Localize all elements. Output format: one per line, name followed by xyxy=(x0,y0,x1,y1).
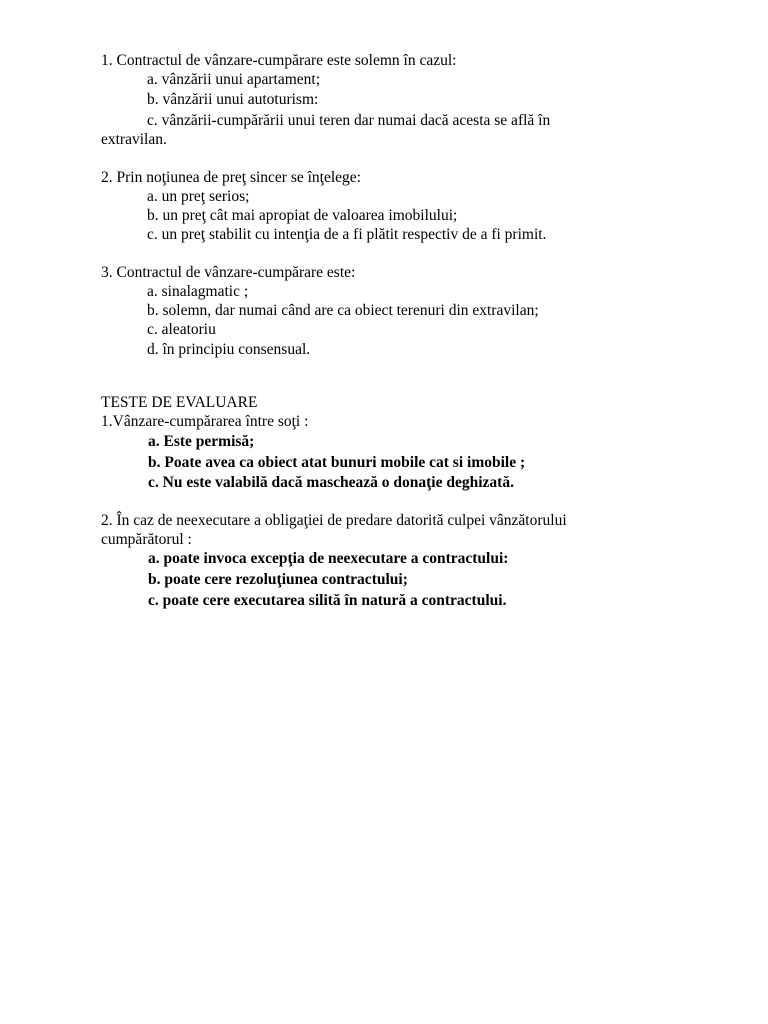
question-1-option-c: c. vânzării-cumpărării unui teren dar numai dacă acesta se află în xyxy=(147,112,551,129)
question-3-option-c: c. aleatoriu xyxy=(147,321,216,338)
question-1-option-a: a. vânzării unui apartament; xyxy=(147,71,321,88)
question-2-option-c: c. un preţ stabilit cu intenţia de a fi plătit respectiv de a fi primit. xyxy=(147,226,547,243)
question-1-stem: 1. Contractul de vânzare-cumpărare este solemn în cazul: xyxy=(101,52,457,69)
test-1-option-b: b. Poate avea ca obiect atat bunuri mobile cat si imobile ; xyxy=(148,454,526,471)
question-3-option-d: d. în principiu consensual. xyxy=(147,341,311,358)
test-2-stem-continuation: cumpărătorul : xyxy=(101,531,192,548)
question-2-option-b: b. un preţ cât mai apropiat de valoarea imobilului; xyxy=(147,207,458,224)
test-1-option-a: a. Este permisă; xyxy=(148,433,255,450)
test-1-option-c: c. Nu este valabilă dacă maschează o donaţie deghizată. xyxy=(148,474,514,491)
test-1-stem: 1.Vânzare-cumpărarea între soţi : xyxy=(101,413,309,430)
test-2-option-a: a. poate invoca excepţia de neexecutare a contractului: xyxy=(148,550,509,567)
question-2-stem: 2. Prin noţiunea de preţ sincer se înţelege: xyxy=(101,169,361,186)
test-2-option-c: c. poate cere executarea silită în natură a contractului. xyxy=(148,592,507,609)
test-2-stem: 2. În caz de neexecutare a obligaţiei de predare datorită culpei vânzătorului xyxy=(101,512,567,529)
question-3-stem: 3. Contractul de vânzare-cumpărare este: xyxy=(101,264,356,281)
question-3-option-b: b. solemn, dar numai când are ca obiect terenuri din extravilan; xyxy=(147,302,539,319)
section-heading: TESTE DE EVALUARE xyxy=(101,394,258,411)
question-3-option-a: a. sinalagmatic ; xyxy=(147,283,249,300)
question-1-option-c-continuation: extravilan. xyxy=(101,131,167,148)
question-1-option-b: b. vânzării unui autoturism: xyxy=(147,91,319,108)
question-2-option-a: a. un preţ serios; xyxy=(147,188,250,205)
test-2-option-b: b. poate cere rezoluţiunea contractului; xyxy=(148,571,408,588)
